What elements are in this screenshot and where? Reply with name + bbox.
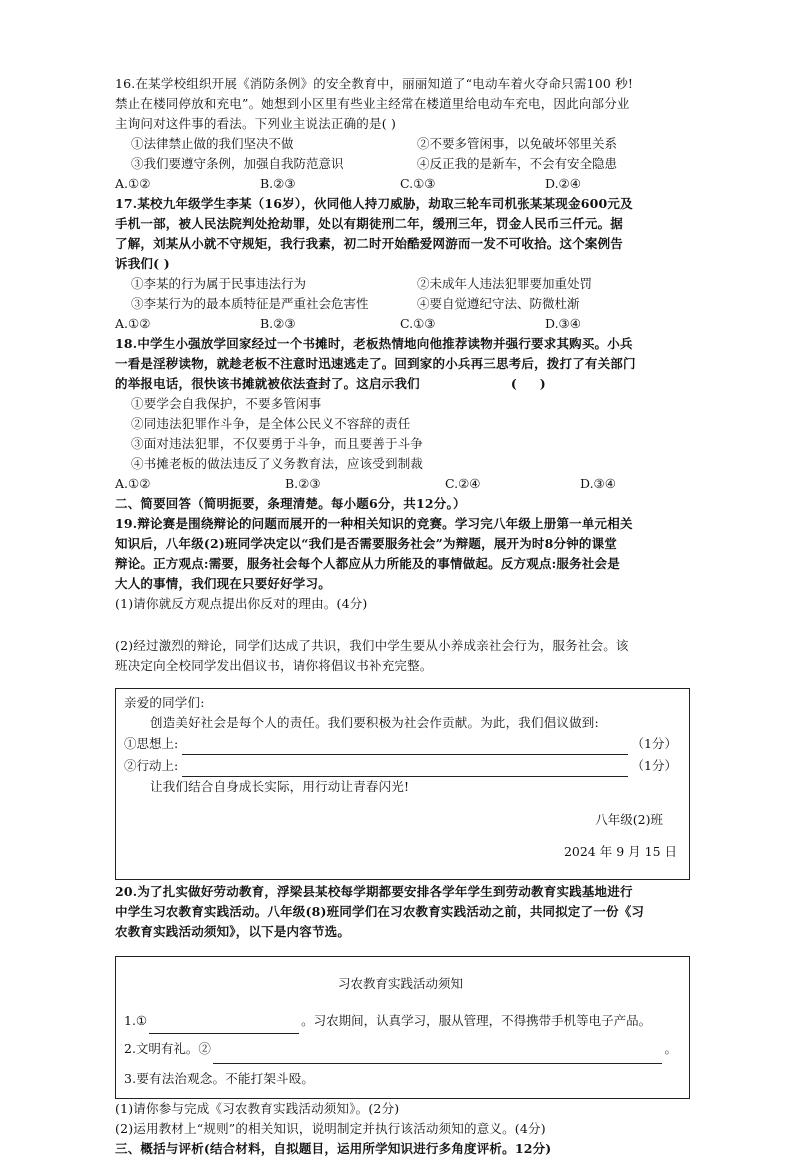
q19-sub-question-1: (1)请你就反方观点提出你反对的理由。(4分) xyxy=(115,596,368,611)
q16-choice-d: D.②④ xyxy=(545,176,581,191)
q19-sub-question-2: 班决定向全校同学发出倡议书，请你将倡议书补充完整。 xyxy=(115,658,433,673)
letter-date: 2024 年 9 月 15 日 xyxy=(563,844,677,859)
q18-choice-b: B.②③ xyxy=(285,476,321,491)
notice-rule-2-prefix: 2.文明有礼。② xyxy=(124,1040,211,1056)
q18-stem-line: 一看是淫秽读物，就趁老板不注意时迅速逃走了。回到家的小兵再三思考后，拨打了有关部门 xyxy=(115,356,636,371)
q20-stem-line: 20.为了扎实做好劳动教育，浮梁县某校每学期都要安排各学年学生到劳动教育实践基地进行 xyxy=(115,883,633,899)
letter-closing: 让我们结合自身成长实际，用行动让青春闪光! xyxy=(150,779,410,794)
section-3-heading: 三、概括与评析(结合材料，自拟题目，运用所学知识进行多角度评析。12分) xyxy=(115,1140,552,1156)
notice-rule-2-suffix: 。 xyxy=(664,1040,677,1056)
notice-rule-3: 3.要有法治观念。不能打架斗殴。 xyxy=(124,1070,315,1086)
activity-notice-box xyxy=(115,956,690,1099)
q16-choice-c: C.①③ xyxy=(400,176,436,191)
q17-choice-c: C.①③ xyxy=(400,316,436,331)
q19-sub-question-2: (2)经过激烈的辩论，同学们达成了共识，我们中学生要从小养成亲社会行为，服务社会。该 xyxy=(115,638,629,653)
letter-signer: 八年级(2)班 xyxy=(595,811,663,827)
q16-stem-line: 主询问对这件事的看法。下列业主说法正确的是( ) xyxy=(115,116,397,131)
notice-rule-1-text: 。习农期间，认真学习，服从管理，不得携带手机等电子产品。 xyxy=(301,1012,652,1028)
notice-title: 习农教育实践活动须知 xyxy=(337,976,463,991)
q20-stem-line: 中学生习农教育实践活动。八年级(8)班同学们在习农教育实践活动之前，共同拟定了一份《习 xyxy=(115,903,645,919)
q17-choice-b: B.②③ xyxy=(260,316,296,331)
q16-stem-line: 16.在某学校组织开展《消防条例》的安全教育中，丽丽知道了“电动车着火夺命只需100 秒! xyxy=(115,76,634,91)
q16-choice-b: B.②③ xyxy=(260,176,296,191)
q17-stem-line: 手机一部，被人民法院判处抢劫罪，处以有期徒刑二年，缓刑三年，罚金人民币三仟元。据 xyxy=(115,216,624,231)
q18-choice-d: D.③④ xyxy=(580,476,616,491)
notice-rule-2-blank[interactable] xyxy=(213,1048,663,1064)
q18-statement-2: ②同违法犯罪作斗争，是全体公民义不容辞的责任 xyxy=(131,416,411,431)
q17-statement-1: ①李某的行为属于民事违法行为 xyxy=(131,276,307,291)
q20-sub-question-2: (2)运用教材上“规则”的相关知识，说明制定并执行该活动须知的意义。(4分) xyxy=(115,1120,546,1136)
q18-statement-3: ③面对违法犯罪，不仅要勇于斗争，而且要善于斗争 xyxy=(131,436,424,451)
letter-item-1-blank[interactable] xyxy=(182,739,627,755)
q17-statement-2: ②未成年人违法犯罪要加重处罚 xyxy=(417,276,593,291)
q17-stem-line: 了解，刘某从小就不守规矩，我行我素，初二时开始酷爱网游而一发不可收拾。这个案例告 xyxy=(115,236,624,251)
q18-choice-a: A.①② xyxy=(115,476,151,491)
q16-choice-a: A.①② xyxy=(115,176,151,191)
letter-item-2-blank[interactable] xyxy=(182,761,627,777)
q19-stem-line: 大人的事情，我们现在只要好好学习。 xyxy=(115,576,331,591)
q18-stem-line: 的举报电话，很快该书摊就被依法查封了。这启示我们 ( ) xyxy=(115,376,546,391)
letter-item-1-score: （1分） xyxy=(631,736,677,751)
question-19 xyxy=(115,514,690,880)
q20-sub-question-1: (1)请你参与完成《习农教育实践活动须知》。(2分) xyxy=(115,1100,400,1116)
q17-stem-line: 17.某校九年级学生李某（16岁），伙同他人持刀威胁，劫取三轮车司机张某某现金600元及 xyxy=(115,196,633,211)
section-2-heading: 二、简要回答（简明扼要，条理清楚。每小题6分，共12分。） xyxy=(115,496,466,511)
letter-item-2-score: （1分） xyxy=(631,758,677,773)
q17-stem-line: 诉我们( ) xyxy=(115,256,170,271)
q18-statement-1: ①要学会自我保护，不要多管闲事 xyxy=(131,396,322,411)
q17-choice-d: D.③④ xyxy=(545,316,581,331)
q17-statement-4: ④要自觉遵纪守法、防微杜渐 xyxy=(417,296,580,311)
question-20 xyxy=(115,882,690,1139)
q17-statement-3: ③李某行为的最本质特征是严重社会危害性 xyxy=(131,296,369,311)
q18-stem-line: 18.中学生小强放学回家经过一个书摊时，老板热情地向他推荐读物并强行要求其购买。小兵 xyxy=(115,336,633,351)
q16-stem-line: 禁止在楼同停放和充电”。她想到小区里有些业主经常在楼道里给电动车充电，因此向部分业 xyxy=(115,96,630,111)
letter-greeting: 亲爱的同学们: xyxy=(124,695,205,710)
q19-stem-line: 知识后，八年级(2)班同学决定以“我们是否需要服务社会”为辩题，展开为时8分钟的课堂 xyxy=(115,536,618,551)
question-18 xyxy=(115,334,690,494)
q19-stem-line: 19.辩论赛是围绕辩论的问题而展开的一种相关知识的竞赛。学习完八年级上册第一单元相关 xyxy=(115,516,633,531)
q18-statement-4: ④书摊老板的做法违反了义务教育法，应该受到制裁 xyxy=(131,456,424,471)
q18-choice-c: C.②④ xyxy=(445,476,481,491)
letter-item-1-label: ①思想上: xyxy=(124,736,179,751)
q16-statement-4: ④反正我的是新车，不会有安全隐患 xyxy=(417,156,618,171)
question-17 xyxy=(115,194,690,334)
q19-stem-line: 辩论。正方观点:需要，服务社会每个人都应从力所能及的事情做起。反方观点:服务社会是 xyxy=(115,556,620,571)
exam-content xyxy=(115,74,690,1159)
q20-stem-line: 农教育实践活动须知》，以下是内容节选。 xyxy=(115,923,351,939)
notice-rule-1-blank[interactable] xyxy=(149,1018,299,1034)
letter-intro: 创造美好社会是每个人的责任。我们要积极为社会作贡献。为此，我们倡议做到: xyxy=(150,715,599,730)
proposal-letter-box xyxy=(115,688,690,880)
q16-statement-3: ③我们要遵守条例，加强自我防范意识 xyxy=(131,156,344,171)
q17-choice-a: A.①② xyxy=(115,316,151,331)
q16-statement-2: ②不要多管闲事，以免破坏邻里关系 xyxy=(417,136,618,151)
letter-item-2-label: ②行动上: xyxy=(124,758,179,773)
notice-rule-1-prefix: 1.① xyxy=(124,1012,148,1028)
answer-space xyxy=(115,614,690,636)
q16-statement-1: ①法律禁止做的我们坚决不做 xyxy=(131,136,294,151)
question-16 xyxy=(115,74,690,194)
